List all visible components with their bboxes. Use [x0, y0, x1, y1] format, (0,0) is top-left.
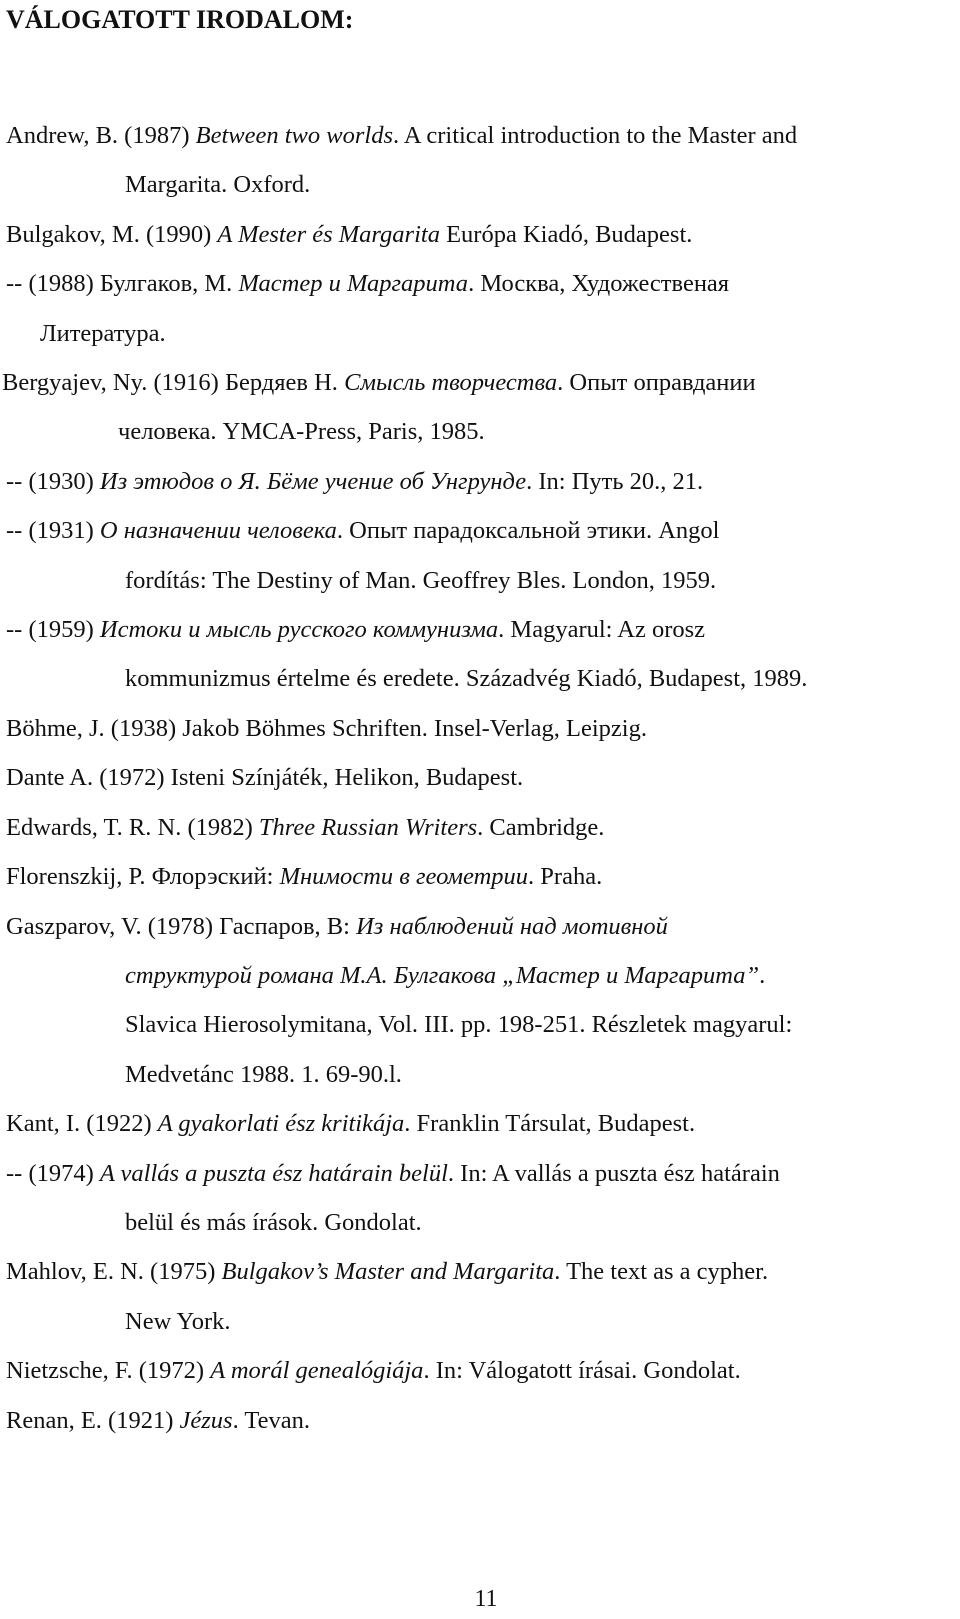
entry-line [0, 556, 950, 605]
entry-text: . Magyarul: Az orosz [498, 616, 706, 644]
page-number: 11 [474, 1586, 498, 1612]
entry-text: Margarita. Oxford. [125, 171, 311, 199]
italic-title: Мнимости в геометрии [279, 863, 529, 891]
entry-line [0, 1099, 950, 1148]
entry-text: Edwards, T. R. N. (1982) [6, 813, 259, 841]
entry-text: . In: Путь 20., 21. [526, 467, 704, 495]
entry-text: -- (1974) [6, 1159, 100, 1187]
bibliography-entry-bergyajev-1959 [0, 605, 950, 704]
entry-line [0, 457, 950, 506]
entry-text: fordítás: The Destiny of Man. Geoffrey Bles. London, 1959. [125, 566, 717, 594]
bibliography-entry-andrew [0, 111, 950, 210]
entry-line [0, 1050, 950, 1099]
entry-line [0, 111, 950, 160]
entry-line [0, 1198, 950, 1247]
entry-text: . Cambridge. [477, 813, 605, 841]
italic-title: A gyakorlati ész kritikája [157, 1110, 405, 1138]
entry-text: Medvetánc 1988. 1. 69-90.l. [125, 1060, 402, 1088]
entry-text: . In: A vallás a puszta ész határain [447, 1159, 780, 1187]
entry-text: -- (1930) [6, 467, 100, 495]
entry-line [0, 259, 950, 308]
bibliography-entry-renan [0, 1396, 950, 1445]
entry-text: Bergyajev, Ny. (1916) Бердяев Н. [2, 369, 345, 397]
entry-text: -- (1959) [6, 616, 100, 644]
entry-text: . Опыт оправдании [557, 369, 756, 397]
entry-text: New York. [125, 1307, 231, 1335]
bibliography-entry-bergyajev-1930 [0, 457, 950, 506]
bibliography-list [0, 111, 950, 1445]
bibliography-entry-bulgakov-1990 [0, 210, 950, 259]
entry-line [0, 1396, 950, 1445]
entry-text: -- (1988) Булгаков, М. [6, 270, 239, 298]
entry-line [0, 1247, 950, 1296]
italic-title: Истоки и мысль русского коммунизма [99, 616, 499, 644]
entry-line [0, 605, 950, 654]
italic-title: A Mester és Margarita [217, 220, 440, 248]
entry-text: Slavica Hierosolymitana, Vol. III. pp. 198-251. Részletek magyarul: [125, 1011, 793, 1039]
entry-text: . A critical introduction to the Master and [392, 122, 798, 149]
bibliography-entry-kant-1922 [0, 1099, 950, 1148]
italic-title: Three Russian Writers [258, 813, 478, 841]
entry-text: Литература. [40, 319, 166, 347]
entry-line [0, 160, 950, 209]
entry-text: . In: Válogatott írásai. Gondolat. [423, 1357, 741, 1385]
entry-text: Andrew, B. (1987) [6, 122, 196, 149]
entry-text: . Москва, Художественая [468, 270, 730, 298]
entry-text: Gaszparov, V. (1978) Гаспаров, В: [6, 912, 357, 940]
bibliography-entry-bohme [0, 704, 950, 753]
entry-line [0, 704, 950, 753]
italic-title: Из наблюдений над мотивной [356, 912, 668, 940]
entry-text: kommunizmus értelme és eredete. Századvég Kiadó, Budapest, 1989. [125, 665, 808, 693]
italic-title: Смысль творчества [344, 369, 558, 397]
entry-line [0, 210, 950, 259]
bibliography-entry-bulgakov-1988 [0, 259, 950, 358]
entry-text: Kant, I. (1922) [6, 1110, 158, 1138]
entry-text: Bulgakov, M. (1990) [6, 220, 218, 248]
entry-text: . [759, 961, 766, 989]
italic-title: структурой романа М.А. Булгакова „Мастер и Маргарита” [125, 961, 760, 989]
entry-line [0, 309, 950, 358]
bibliography-entry-florenszkij [0, 852, 950, 901]
bibliography-heading: VÁLOGATOTT IRODALOM: [6, 5, 354, 34]
bibliography-entry-kant-1974 [0, 1149, 950, 1248]
entry-line [0, 902, 950, 951]
entry-line [0, 1297, 950, 1346]
bibliography-entry-edwards [0, 803, 950, 852]
entry-text: Mahlov, E. N. (1975) [6, 1258, 222, 1286]
bibliography-entry-gaszparov [0, 902, 950, 1100]
entry-line [0, 407, 950, 456]
entry-line [0, 358, 950, 407]
entry-text: Renan, E. (1921) [6, 1406, 180, 1434]
entry-line [0, 1000, 950, 1049]
bibliography-entry-bergyajev-1931 [0, 506, 950, 605]
bibliography-entry-bergyajev-1916 [0, 358, 950, 457]
entry-line [0, 1346, 950, 1395]
entry-line [0, 803, 950, 852]
bibliography-entry-dante [0, 753, 950, 802]
bibliography-entry-mahlov [0, 1247, 950, 1346]
entry-text: Nietzsche, F. (1972) [6, 1357, 211, 1385]
italic-title: A vallás a puszta ész határain belül [99, 1159, 448, 1187]
bibliography-entry-nietzsche [0, 1346, 950, 1395]
italic-title: A morál genealógiája [210, 1357, 424, 1385]
entry-text: Európa Kiadó, Budapest. [439, 220, 693, 248]
entry-text: . Franklin Társulat, Budapest. [404, 1110, 696, 1138]
italic-title: Из этюдов о Я. Бёме учение об Унгрунде [99, 467, 527, 495]
entry-text: . The text as a cypher. [554, 1258, 769, 1286]
entry-text: . Praha. [528, 863, 603, 891]
entry-line [0, 852, 950, 901]
entry-line [0, 1149, 950, 1198]
italic-title: Between two worlds [195, 122, 393, 149]
entry-line [0, 506, 950, 555]
entry-text: человека. YMCA-Press, Paris, 1985. [118, 418, 485, 446]
entry-text: . Опыт парадоксальной этики. Angol [336, 517, 720, 545]
italic-title: Мастер и Маргарита [238, 270, 469, 298]
entry-text: belül és más írások. Gondolat. [125, 1208, 422, 1236]
italic-title: Jézus [179, 1406, 233, 1434]
entry-line [0, 951, 950, 1000]
entry-text: Dante A. (1972) Isteni Színjáték, Helikon, Budapest. [6, 764, 524, 792]
italic-title: О назначении человека [99, 517, 337, 545]
entry-text: -- (1931) [6, 517, 100, 545]
entry-text: . Tevan. [232, 1406, 311, 1434]
entry-line [0, 654, 950, 703]
entry-text: Florenszkij, P. Флорэский: [6, 863, 280, 891]
entry-line [0, 753, 950, 802]
entry-text: Böhme, J. (1938) Jakob Böhmes Schriften. Insel-Verlag, Leipzig. [6, 714, 647, 742]
italic-title: Bulgakov’s Master and Margarita [221, 1258, 555, 1286]
